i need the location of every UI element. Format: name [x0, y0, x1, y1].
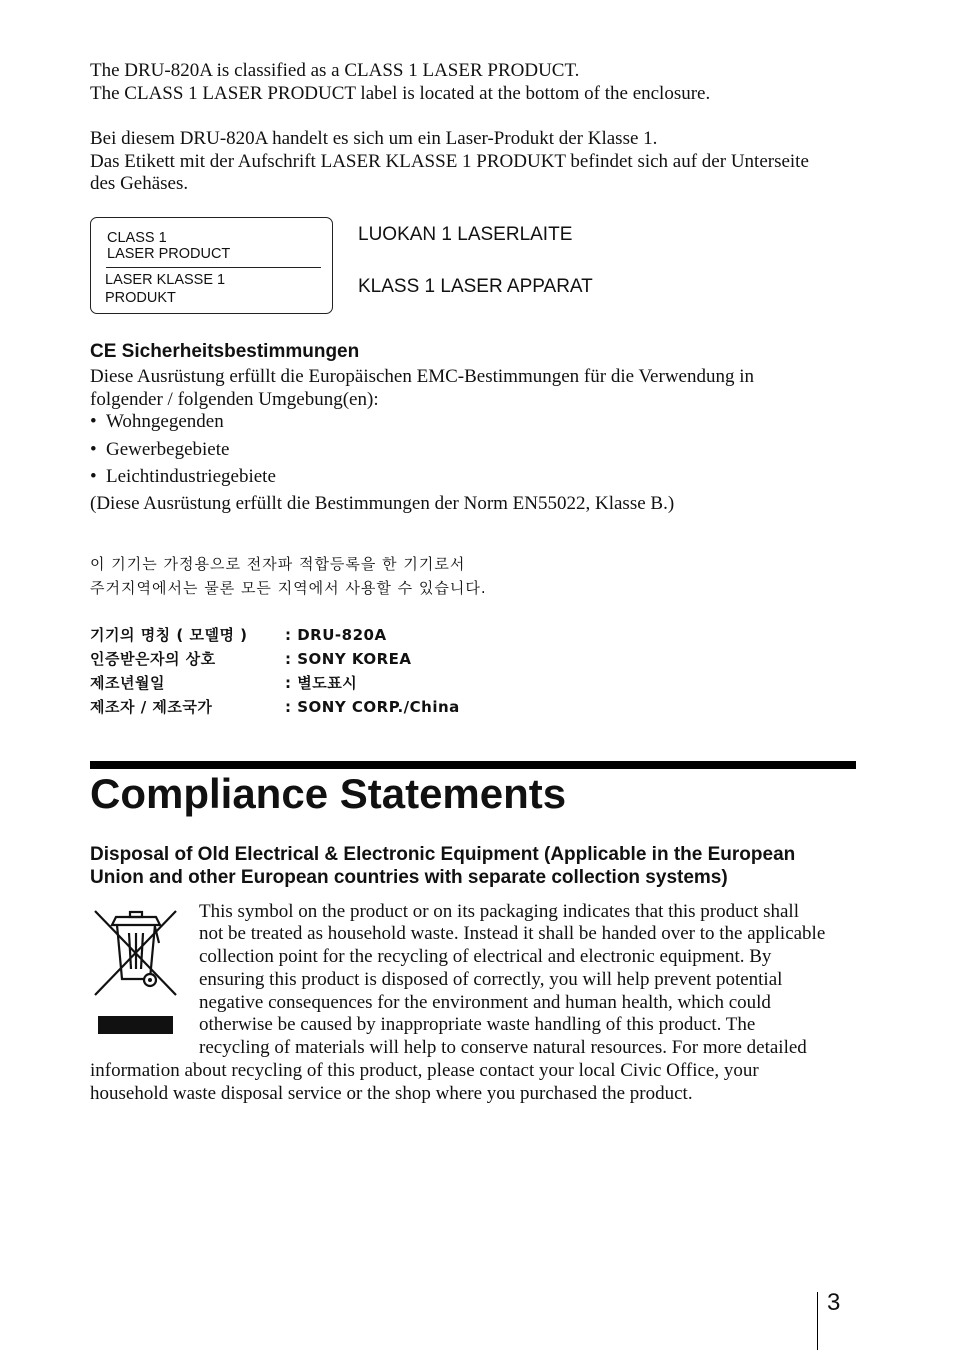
label-line-laser-klasse: LASER KLASSE 1 [105, 272, 226, 288]
ce-heading: CE Sicherheitsbestimmungen [90, 341, 360, 362]
label-finnish: LUOKAN 1 LASERLAITE [358, 224, 573, 245]
disposal-body-line: collection point for the recycling of electrical and electronic equipment. By [199, 946, 772, 967]
bullet-symbol: • [90, 466, 97, 487]
korean-line-1: 이 기기는 가정용으로 전자파 적합등록을 한 기기로서 [90, 555, 466, 573]
disposal-body-line: household waste disposal service or the shop where you purchased the product. [90, 1083, 693, 1104]
laser-product-label [90, 217, 333, 314]
bullet-item: Gewerbegebiete [106, 439, 230, 460]
intro-de-line-2: Das Etikett mit der Aufschrift LASER KLASSE 1 PRODUKT befindet sich auf der Unterseite [90, 151, 809, 172]
disposal-heading-line-1: Disposal of Old Electrical & Electronic Equipment (Applicable in the European [90, 844, 796, 865]
disposal-body-line: ensuring this product is disposed of correctly, you will help prevent potential [199, 969, 783, 990]
bullet-symbol: • [90, 411, 97, 432]
ce-intro-line-2: folgender / folgenden Umgebung(en): [90, 389, 379, 410]
korean-table-label: 제조년월일 [90, 674, 165, 692]
disposal-body-line: information about recycling of this product, please contact your local Civic Office, your [90, 1060, 759, 1081]
disposal-body-line: otherwise be caused by inappropriate waste handling of this product. The [199, 1014, 756, 1035]
disposal-body-line: negative consequences for the environment and human health, which could [199, 992, 771, 1013]
label-line-class1: CLASS 1 [107, 230, 167, 246]
intro-de-line-1: Bei diesem DRU-820A handelt es sich um ein Laser-Produkt der Klasse 1. [90, 128, 658, 149]
korean-table-label: 인증받은자의 상호 [90, 650, 216, 668]
bullet-symbol: • [90, 439, 97, 460]
korean-line-2: 주거지역에서는 물론 모든 지역에서 사용할 수 있습니다. [90, 579, 487, 597]
ce-note: (Diese Ausrüstung erfüllt die Bestimmungen der Norm EN55022, Klasse B.) [90, 493, 675, 514]
korean-table-value: : DRU-820A [285, 626, 387, 644]
korean-table-label: 기기의 명칭 ( 모델명 ) [90, 626, 248, 644]
korean-table-value: : SONY KOREA [285, 650, 412, 668]
korean-table-value: : 별도표시 [285, 674, 358, 692]
disposal-body-line: recycling of materials will help to conserve natural resources. For more detailed [199, 1037, 807, 1058]
disposal-body-line: not be treated as household waste. Instead it shall be handed over to the applicable [199, 923, 826, 944]
korean-table-label: 제조자 / 제조국가 [90, 698, 213, 716]
intro-en-line-1: The DRU-820A is classified as a CLASS 1 LASER PRODUCT. [90, 60, 580, 81]
bullet-item: Leichtindustriegebiete [106, 466, 276, 487]
intro-de-line-3: des Gehäses. [90, 173, 189, 194]
crossed-out-wheelie-bin-icon [90, 903, 180, 1035]
label-divider [106, 267, 321, 268]
intro-en-line-2: The CLASS 1 LASER PRODUCT label is located at the bottom of the enclosure. [90, 83, 711, 104]
page-title: Compliance Statements [90, 770, 567, 817]
ce-intro-line-1: Diese Ausrüstung erfüllt die Europäischen EMC-Bestimmungen für die Verwendung in [90, 366, 754, 387]
disposal-body-line: This symbol on the product or on its packaging indicates that this product shall [199, 901, 799, 922]
korean-table-value: : SONY CORP./China [285, 698, 460, 716]
label-swedish: KLASS 1 LASER APPARAT [358, 276, 593, 297]
label-line-laser-product: LASER PRODUCT [107, 246, 231, 262]
section-rule [90, 761, 856, 769]
page-number-rule [817, 1292, 818, 1350]
disposal-heading-line-2: Union and other European countries with separate collection systems) [90, 867, 728, 888]
label-line-produkt: PRODUKT [105, 290, 176, 306]
bullet-item: Wohngegenden [106, 411, 224, 432]
page-number: 3 [827, 1289, 841, 1316]
